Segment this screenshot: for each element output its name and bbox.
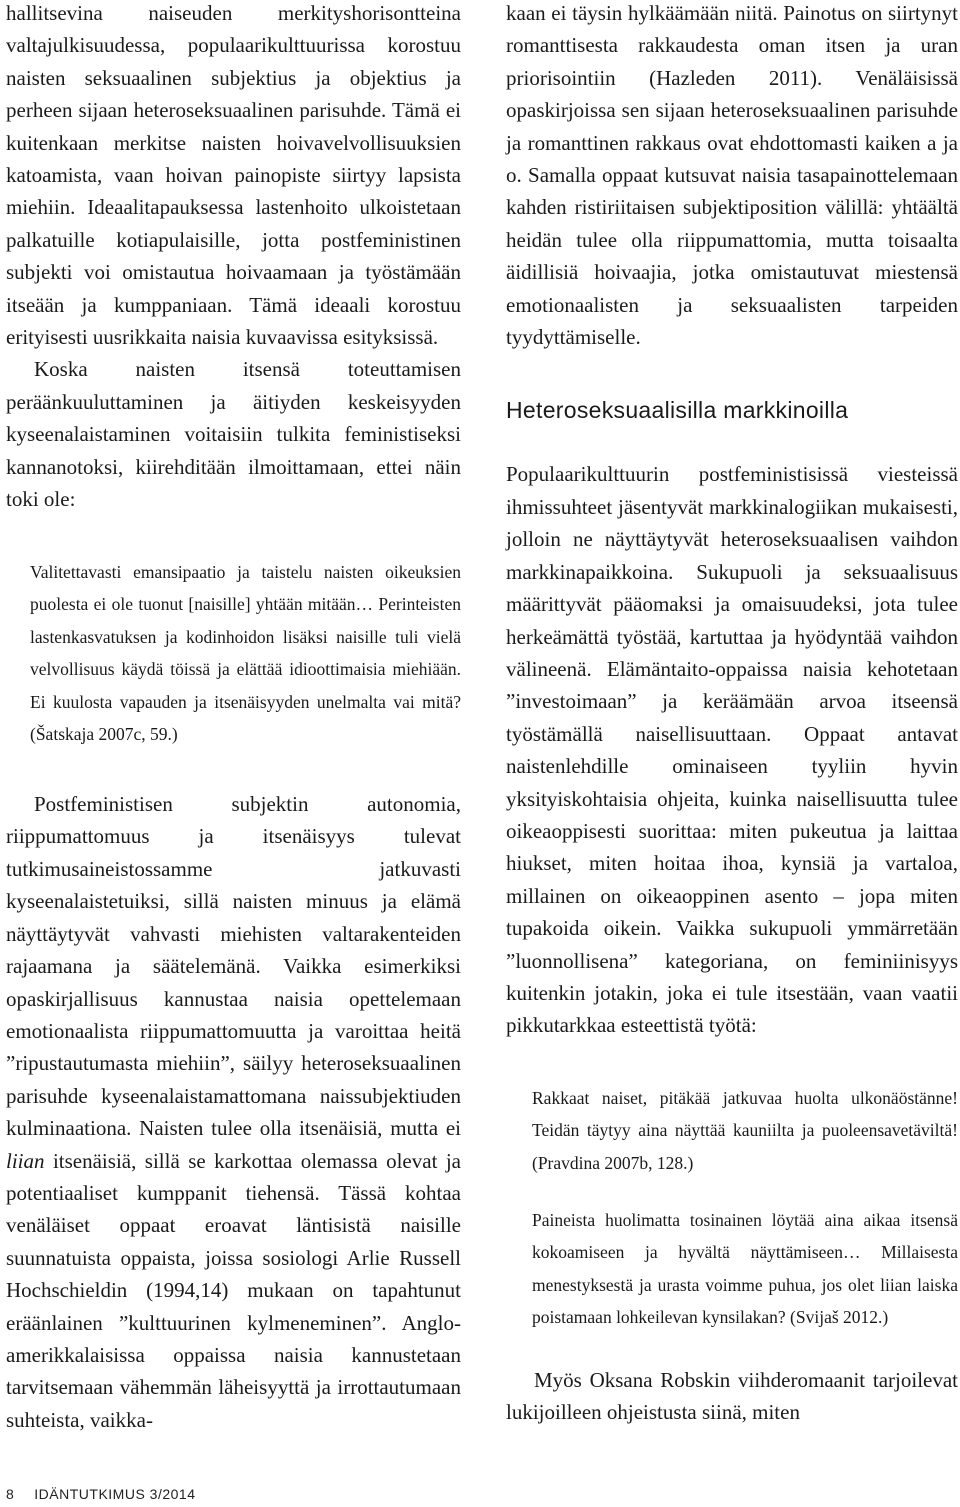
left-column xyxy=(6,0,461,1436)
paragraph: Myös Oksana Robskin viihderomaanit tarjoilevat lukijoilleen ohjeistusta siinä, miten xyxy=(506,1367,958,1425)
block-quote: Paineista huolimatta tosinainen löytää aina aikaa itsensä kokoamiseen ja hyvältä näyttämiseen… Millaisesta menestyksestä ja urasta voimme puhua, jos olet liian laiska poistamaan lohkeilevan kynsilakan? (Svijaš 2012.) xyxy=(532,1209,958,1328)
emphasis: liian xyxy=(6,1148,45,1173)
block-quote: Rakkaat naiset, pitäkää jatkuvaa huolta ulkonäöstänne! Teidän täytyy aina näyttää kauniilta ja puoleensavetäviltä! (Pravdina 2007b, 128.) xyxy=(532,1087,958,1173)
right-column xyxy=(506,0,958,1429)
block-quote: Valitettavasti emansipaatio ja taistelu naisten oikeuksien puolesta ei ole tuonut [naisille] yhtään mitään… Perinteisten lastenkasvatuksen ja kodinhoidon lisäksi naisille tuli vielä velvollisuus käydä töissä ja elättää idioottimaisia miehiään. Ei kuulosta vapauden ja itsenäisyyden unelmalta vai mitä? (Šatskaja 2007c, 59.) xyxy=(30,561,461,745)
paragraph: Populaarikulttuurin postfeministisissä viesteissä ihmissuhteet jäsentyvät markkinalogiikan mukaisesti, jolloin ne näyttäytyvät heteroseksuaalisen vaihdon markkinapaikkoina. Sukupuoli ja seksuaalisuus määrittyvät pääomaksi ja omaisuudeksi, jota tulee herkeämättä työstää, kartuttaa ja hyödyntää vaihdon välineenä. Elämäntaito-oppaissa naisia kehotetaan ”investoimaan” ja keräämään arvoa itseensä työstämällä naisellisuuttaan. Oppaat antavat naistenlehdille ominaiseen tyyliin hyvin yksityiskohtaisia ohjeita, kuinka naisellisuutta tulee oikeaoppisesti suorittaa: miten pukeutua ja laittaa hiukset, miten hoitaa ihoa, kynsiä ja vartaloa, millainen on oikeaoppinen asento – jopa miten tupakoida oikein. Vaikka sukupuoli ymmärretään ”luonnollisena” kategoriana, on feminiinisyys kuitenkin jotakin, joka ei tule itsestään, vaan vaatii pikkutarkkaa esteettistä työtä: xyxy=(506,462,958,1038)
text-run: Postfeministisen subjektin autonomia, riippumattomuus ja itsenäisyys tulevat tutkimusaineistossamme jatkuvasti kyseenalaistetuiksi, sillä naisten minuus ja elämä näyttäytyvät vahvasti miehisten valtarakenteiden rajaamana ja säätelemänä. Vaikka esimerkiksi opaskirjallisuus kannustaa naisia opettelemaan emotionaalista riippumattomuutta ja varoittaa heitä ”ripustautumasta miehiin”, säilyy heteroseksuaalinen parisuhde kyseenalaistamattomana naissubjektiuden kulminaationa. Naisten tulee olla itsenäisiä, mutta ei xyxy=(6,792,461,1141)
paragraph xyxy=(6,788,461,1436)
section-heading: Heteroseksuaalisilla markkinoilla xyxy=(506,397,849,424)
paragraph: kaan ei täysin hylkäämään niitä. Painotus on siirtynyt romanttisesta rakkaudesta oman itsen ja uran priorisointiin (Hazleden 2011). Venäläisissä opaskirjoissa sen sijaan heteroseksuaalinen parisuhde ja romanttinen rakkaus ovat ehdottomasti kaiken a ja o. Samalla oppaat kutsuvat naisia tasapainottelemaan kahden ristiriitaisen subjektiposition välillä: yhtäältä heidän tulee olla riippumattomia, mutta toisaalta äidillisiä hoivaajia, jotka omistautuvat miestensä emotionaalisten ja seksuaalisten tarpeiden tyydyttämiselle. xyxy=(506,1,958,350)
journal-title: IDÄNTUTKIMUS 3/2014 xyxy=(34,1486,196,1502)
page-footer xyxy=(6,1486,196,1502)
text-run: itsenäisiä, sillä se karkottaa olemassa olevat ja potentiaaliset kumppanit tiehensä. Tässä kohtaa venäläiset oppaat eroavat läntisistä naisille suunnatuista oppaista, joissa sosiologi Arlie Russell Hochschieldin (1994,14) mukaan on tapahtunut eräänlainen ”kulttuurinen kylmeneminen”. Anglo-amerikkalaisissa oppaissa naisia kannustetaan tarvitsemaan vähemmän läheisyyttä ja irrottautumaan suhteista, vaikka- xyxy=(6,1148,461,1432)
page-number: 8 xyxy=(6,1486,15,1502)
paragraph: Koska naisten itsensä toteuttamisen peräänkuuluttaminen ja äitiyden keskeisyyden kyseenalaistaminen voitaisiin tulkita feministiseksi kannanotoksi, kiirehditään ilmoittamaan, ettei näin toki ole: xyxy=(6,357,461,512)
paragraph: hallitsevina naiseuden merkityshorisontteina valtajulkisuudessa, populaarikulttuurissa korostuu naisten seksuaalinen subjektius ja objektius ja perheen sijaan heteroseksuaalinen parisuhde. Tämä ei kuitenkaan merkitse naisten hoivavelvollisuuksien katoamista, vaan hoivan painopiste siirtyy lapsista miehiin. Ideaalitapauksessa lastenhoito ulkoistetaan palkatuille kotiapulaisille, jotta postfeministinen subjekti voi omistautua hoivaamaan ja työstämään itseään ja kumppaniaan. Tämä ideaali korostuu erityisesti uusrikkaita naisia kuvaavissa esityksissä. xyxy=(6,1,461,350)
